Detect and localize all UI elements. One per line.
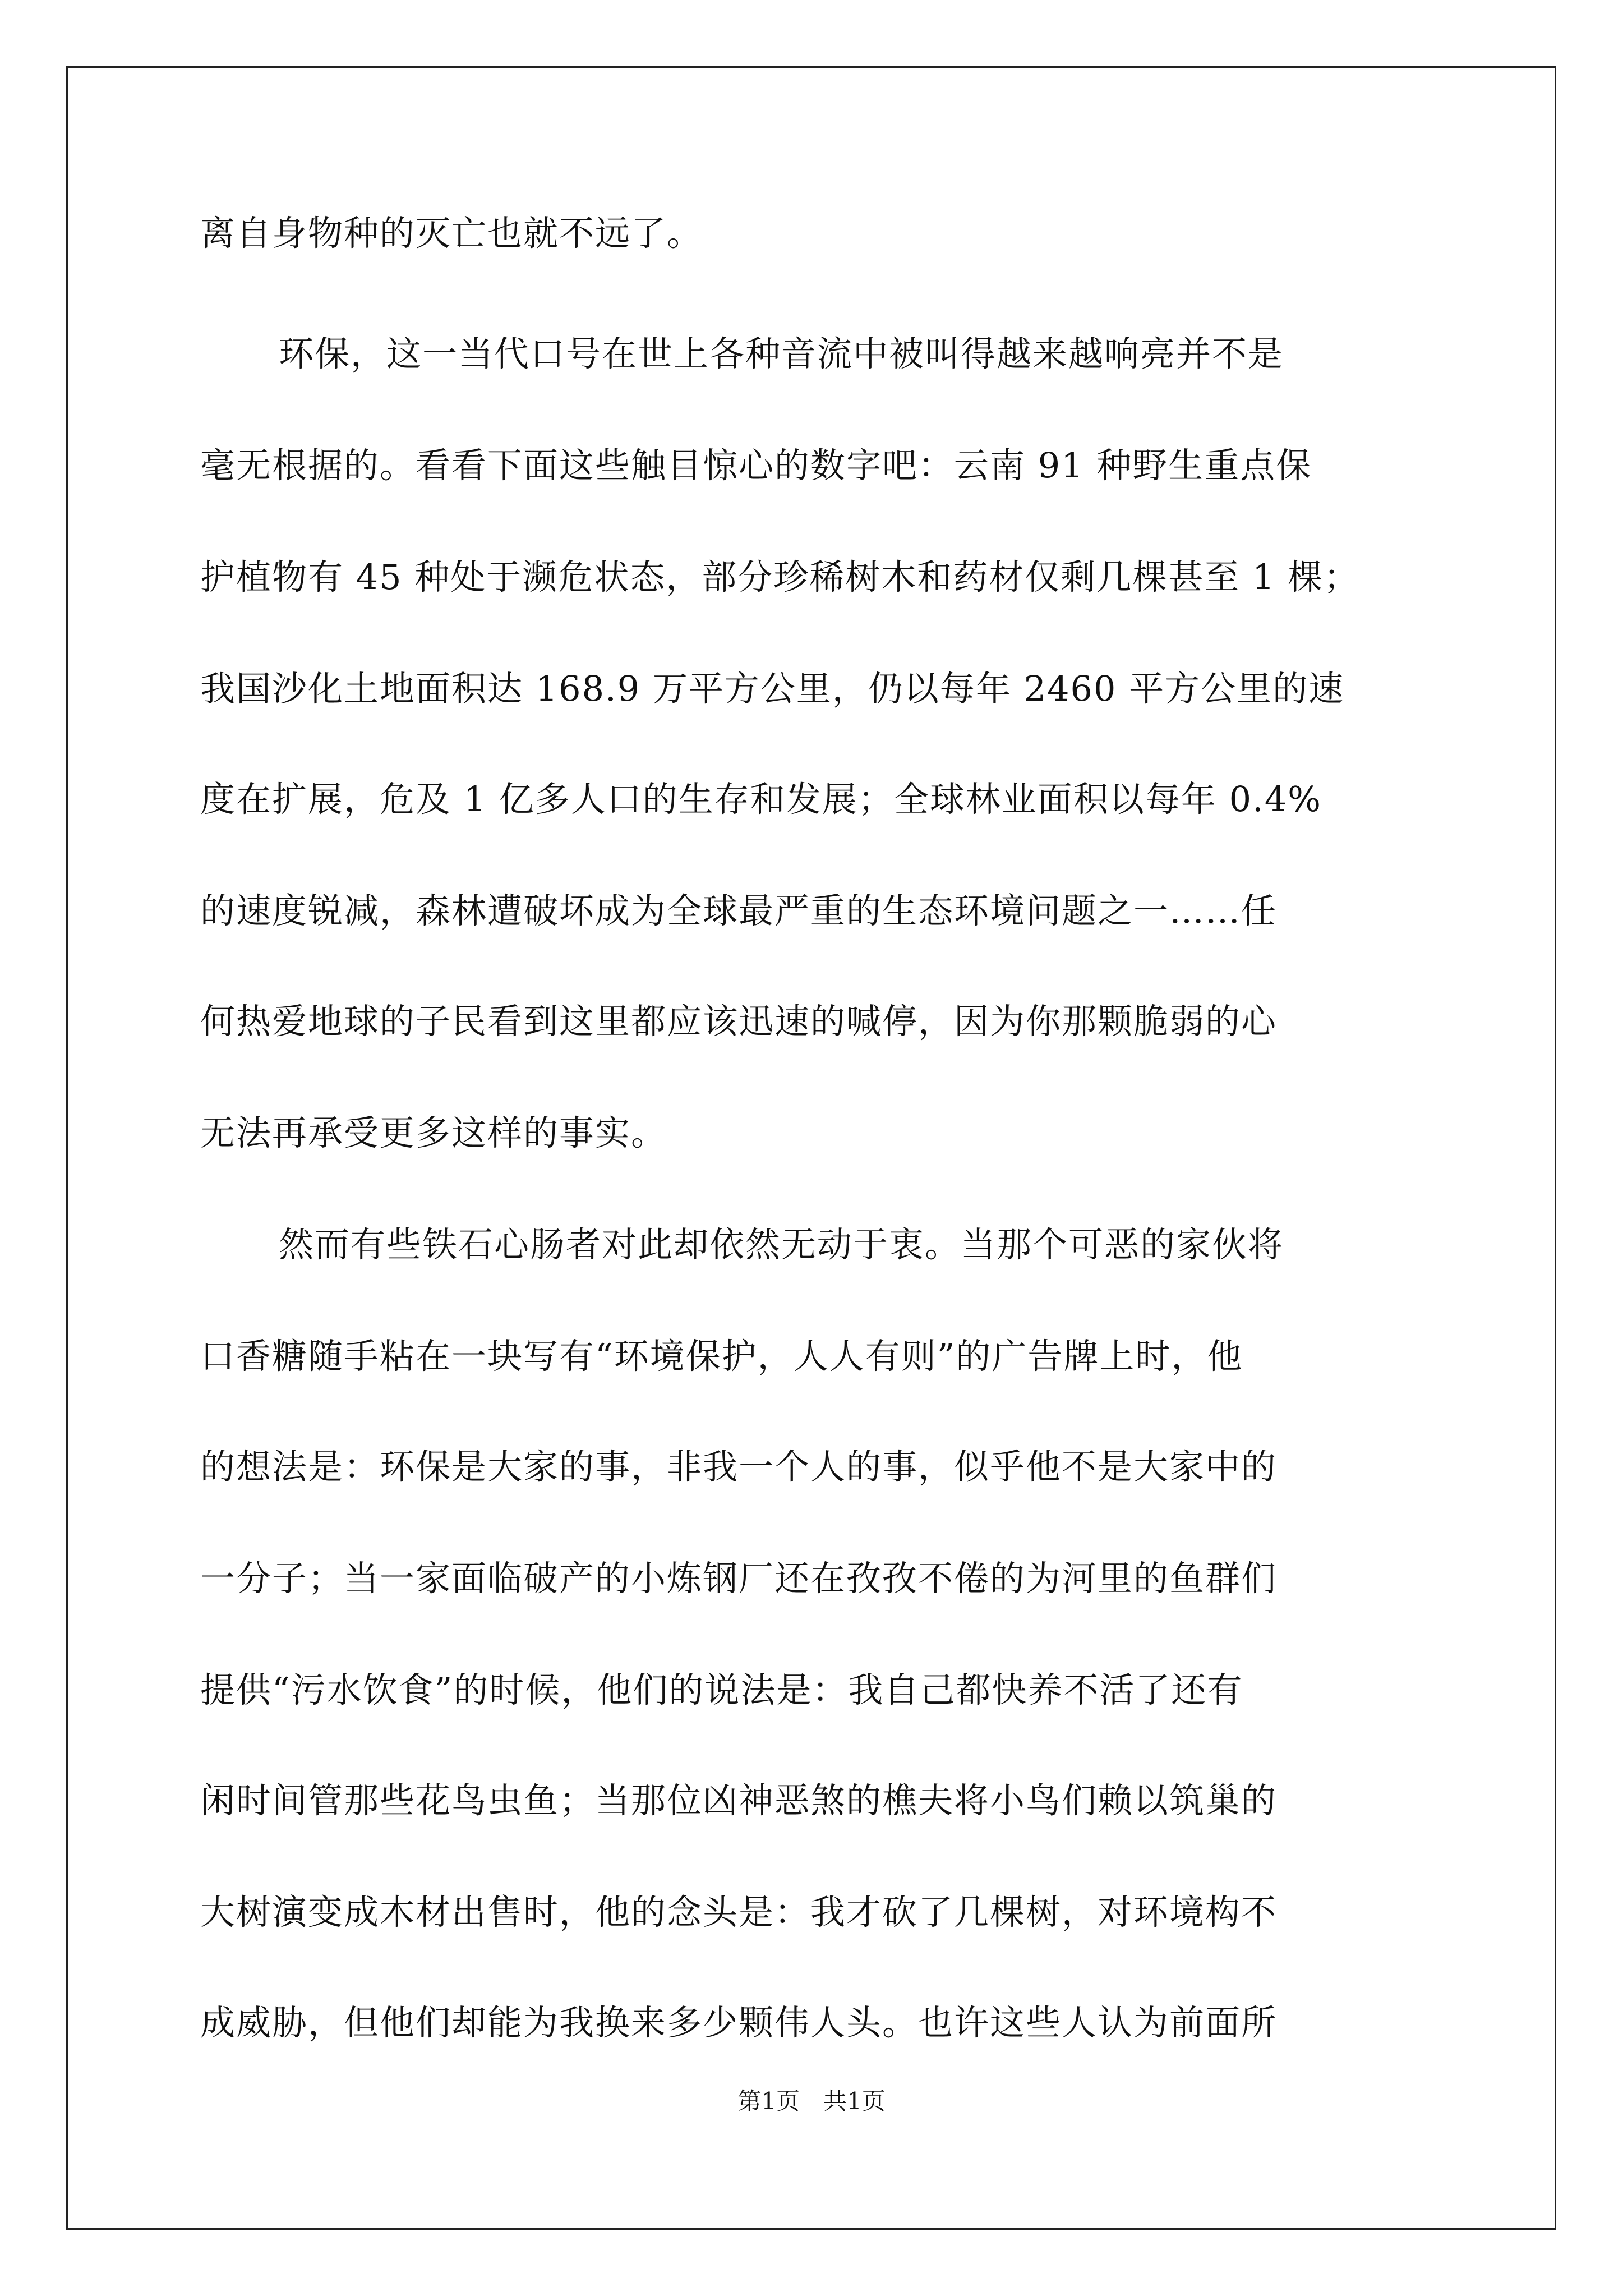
text-line: 然而有些铁石心肠者对此却依然无动于衷。当那个可恶的家伙将 — [279, 1224, 1284, 1265]
text-line: 的想法是：环保是大家的事，非我一个人的事，似乎他不是大家中的 — [200, 1446, 1278, 1487]
page-number-footer: 第1页 共1页 — [737, 2087, 886, 2115]
text-line: 的速度锐减，森林遭破坏成为全球最严重的生态环境问题之一……任 — [200, 890, 1278, 931]
text-line: 离自身物种的灭亡也就不远了。 — [200, 213, 703, 254]
text-line: 闲时间管那些花鸟虫鱼；当那位凶神恶煞的樵夫将小鸟们赖以筑巢的 — [200, 1780, 1278, 1821]
text-line: 何热爱地球的子民看到这里都应该迅速的喊停，因为你那颗脆弱的心 — [200, 1001, 1278, 1042]
text-line: 提供“污水饮食”的时候，他们的说法是：我自己都快养不活了还有 — [200, 1669, 1243, 1710]
text-line: 护植物有 45 种处于濒危状态，部分珍稀树木和药材仅剩几棵甚至 1 棵； — [200, 556, 1360, 597]
text-line: 毫无根据的。看看下面这些触目惊心的数字吧：云南 91 种野生重点保 — [200, 445, 1312, 486]
text-line: 我国沙化土地面积达 168.9 万平方公里，仍以每年 2460 平方公里的速 — [200, 668, 1345, 709]
text-line: 无法再承受更多这样的事实。 — [200, 1112, 667, 1153]
text-line: 口香糖随手粘在一块写有“环境保护，人人有则”的广告牌上时，他 — [200, 1336, 1243, 1377]
text-line: 环保，这一当代口号在世上各种音流中被叫得越来越响亮并不是 — [279, 333, 1284, 374]
text-line: 一分子；当一家面临破产的小炼钢厂还在孜孜不倦的为河里的鱼群们 — [200, 1558, 1278, 1599]
text-line: 度在扩展，危及 1 亿多人口的生存和发展；全球林业面积以每年 0.4% — [200, 779, 1322, 820]
text-line: 成威胁，但他们却能为我换来多少颗伟人头。也许这些人认为前面所 — [200, 2002, 1278, 2043]
text-line: 大树演变成木材出售时，他的念头是：我才砍了几棵树，对环境构不 — [200, 1892, 1278, 1932]
